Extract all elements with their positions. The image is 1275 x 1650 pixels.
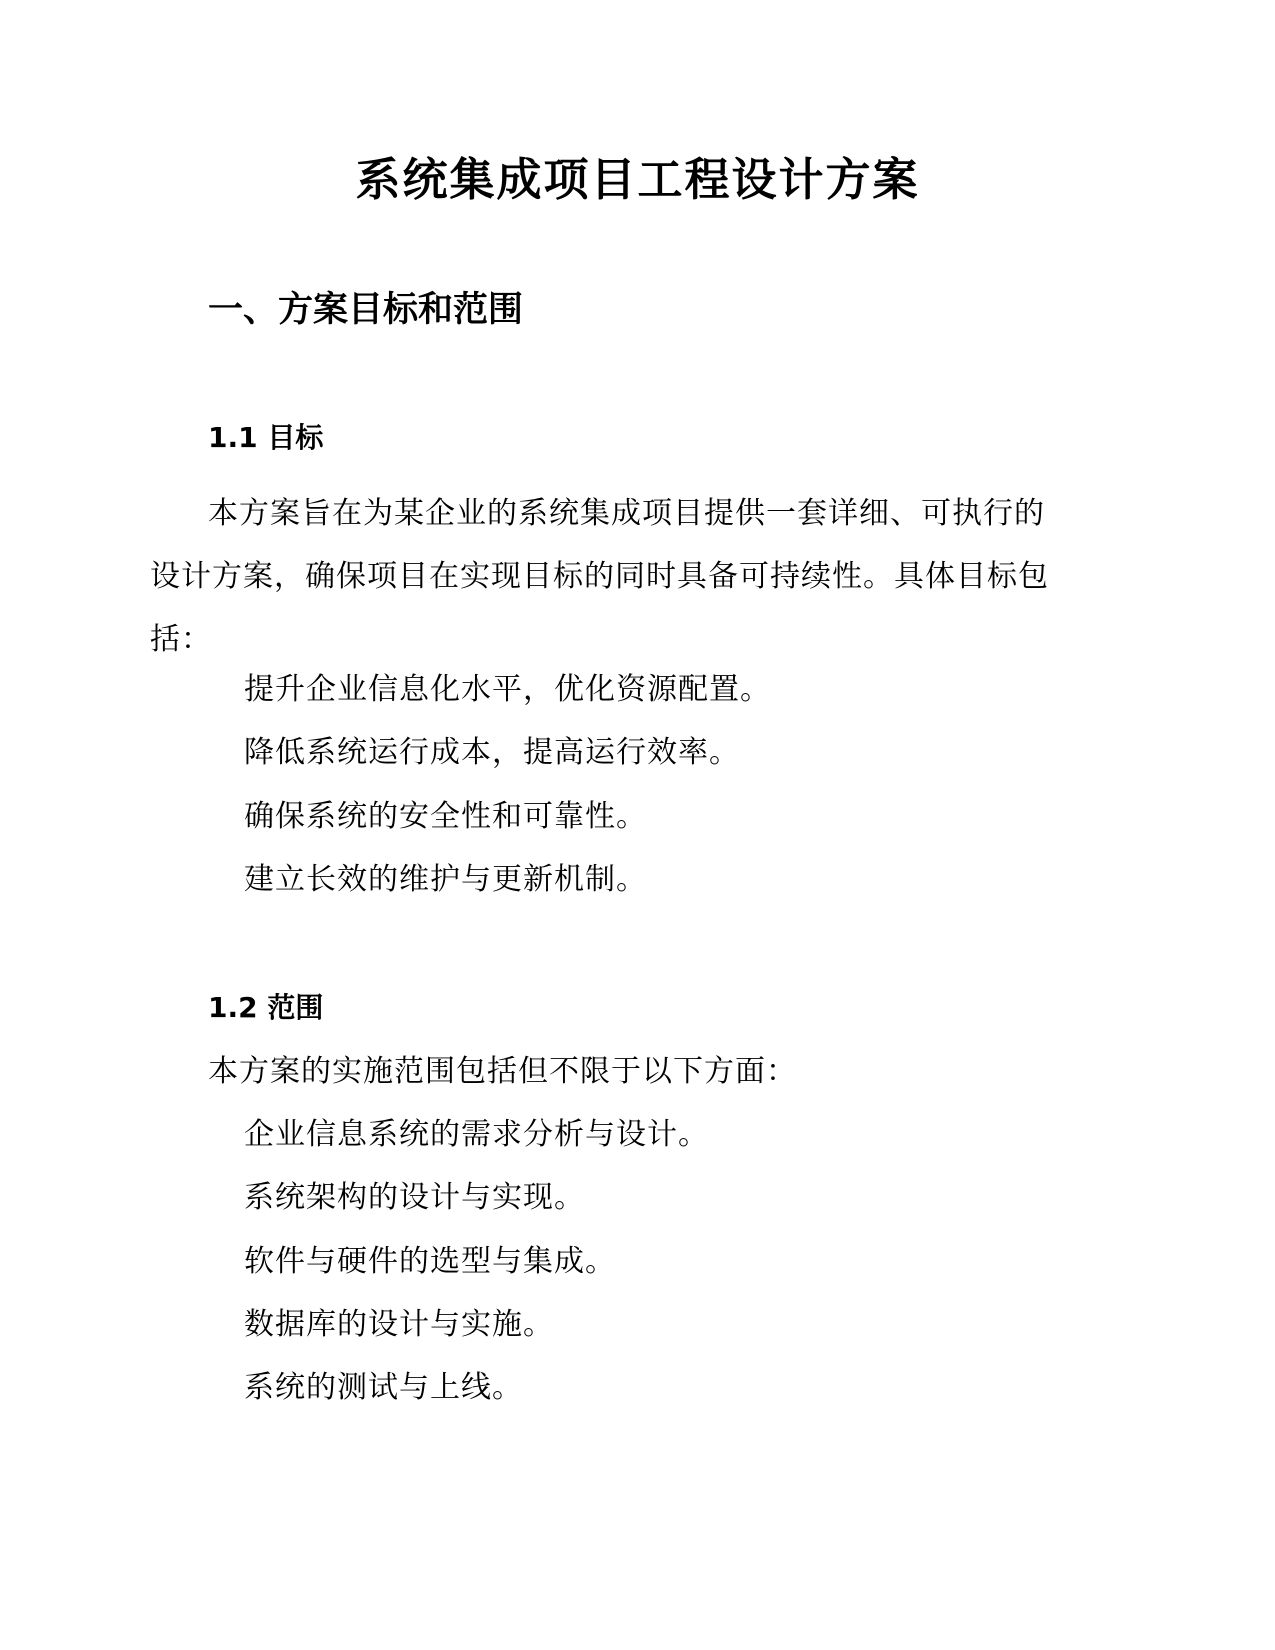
goals-intro-paragraph: 本方案旨在为某企业的系统集成项目提供一套详细、可执行的设计方案，确保项目在实现目标的同时具备可持续性。具体目标包括： bbox=[150, 496, 1049, 657]
goal-item: 确保系统的安全性和可靠性。 bbox=[244, 799, 647, 834]
scope-item: 系统架构的设计与实现。 bbox=[244, 1180, 585, 1215]
subsection-heading-scope: 1.2 范围 bbox=[208, 991, 324, 1024]
scope-item: 数据库的设计与实施。 bbox=[244, 1307, 554, 1342]
section-heading-goals-and-scope: 一、方案目标和范围 bbox=[208, 290, 524, 330]
goal-item: 降低系统运行成本，提高运行效率。 bbox=[244, 735, 740, 770]
document-title: 系统集成项目工程设计方案 bbox=[355, 153, 920, 206]
scope-intro-paragraph: 本方案的实施范围包括但不限于以下方面： bbox=[208, 1054, 797, 1089]
scope-item: 软件与硬件的选型与集成。 bbox=[244, 1244, 616, 1279]
scope-item: 企业信息系统的需求分析与设计。 bbox=[244, 1117, 709, 1152]
goal-item: 建立长效的维护与更新机制。 bbox=[244, 862, 647, 897]
goal-item: 提升企业信息化水平，优化资源配置。 bbox=[244, 672, 771, 707]
scope-item: 系统的测试与上线。 bbox=[244, 1370, 523, 1405]
subsection-heading-goals: 1.1 目标 bbox=[208, 421, 324, 454]
